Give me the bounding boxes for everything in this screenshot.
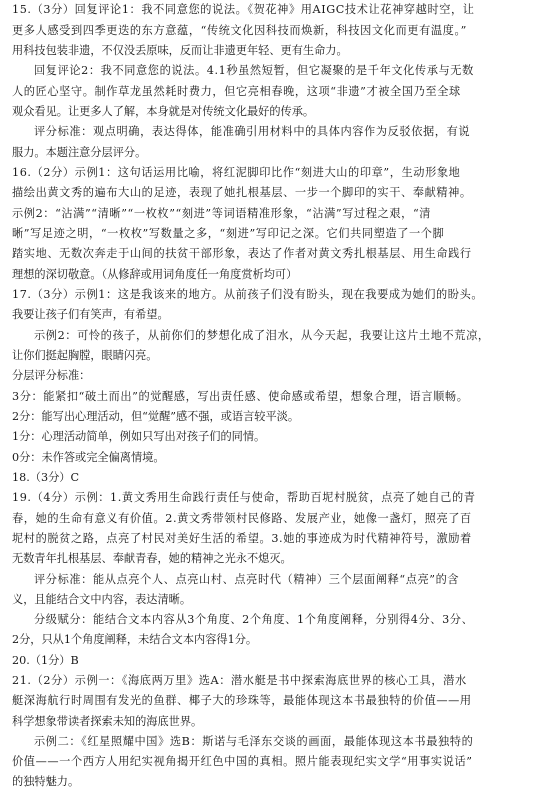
q21-line-1: 21.（2分）示例一：《海底两万里》选A：潜水艇是书中探索海底世界的核心工具，潜水 (12, 674, 467, 687)
q21-line-3: 科学想象带读者探索未知的海底世界。 (12, 715, 203, 728)
q17-scoring-0: 0分：未作答或完全偏离情境。 (12, 451, 165, 464)
q19-scoring-line-2: 义，且能结合文中内容，表达清晰。 (12, 593, 192, 606)
q19-line-4: 无数青年扎根基层、奉献青春，她的精神之光永不熄灭。 (12, 552, 292, 565)
q17-line-1: 17.（3分）示例1：这是我该来的地方。从前孩子们没有盼头，现在我要成为她们的盼头。 (12, 288, 484, 301)
q19-line-2: 春，她的生命有意义有价值。2.黄文秀带领村民修路、发展产业，她像一盏灯，照亮了百 (12, 512, 472, 525)
q16-line-5: 踏实地、无数次奔走于山间的扶贫干部形象，表达了作者对黄文秀扎根基层、用生命践行 (12, 247, 472, 260)
q17-scoring-1: 1分：心理活动简单，例如只写出对孩子们的同情。 (12, 430, 266, 443)
q19-grading-line-2: 2分，只从1个角度阐释，未结合文本内容得1分。 (12, 633, 258, 646)
q21-line-5: 价值——一个西方人用纪实视角揭开红色中国的真相。照片能表现纪实文学“用事实说话” (12, 755, 473, 768)
q21-line-2: 艇深海航行时周围有发光的鱼群、椰子大的珍珠等，最能体现这本书最独特的价值——用 (12, 694, 472, 707)
q15-line-6: 观众看见。让更多人了解，本身就是对传统文化最好的传承。 (12, 105, 315, 118)
q19-grading-line-1: 分级赋分：能结合文本内容从3个角度、2个角度、1个角度阐释，分别得4分、3分、 (34, 613, 474, 626)
q17-scoring-3: 3分：能紧扣“破土而出”的觉醒感，写出责任感、使命感或希望，想象合理，语言顺畅。 (12, 390, 469, 403)
q16-line-2: 描绘出黄文秀的遍布大山的足迹，表现了她扎根基层、一步一个脚印的实干、奉献精神。 (12, 186, 472, 199)
q15-line-5: 人的匠心坚守。制作草龙虽然耗时费力，但它亮相春晚，这项“非遗”才被全国乃至全球 (12, 85, 461, 98)
q17-line-2: 我要让孩子们有笑声，有希望。 (12, 308, 169, 321)
q17-scoring-2: 2分：能写出心理活动，但“觉醒”感不强，或语言较平淡。 (12, 410, 300, 423)
q16-line-3: 示例2：“沾满”“清晰”“一枚枚”“刻进”等词语精准形象，“沾满”写过程之艰，“清 (12, 207, 432, 220)
q16-line-1: 16.（2分）示例1：这句话运用比喻，将红泥脚印比作“刻进大山的印章”，生动形象地 (12, 166, 461, 179)
q15-scoring-line-1: 评分标准：观点明确，表达得体，能准确引用材料中的具体内容作为反驳依据，有说 (34, 125, 471, 138)
q21-line-6: 的独特魅力。 (12, 775, 80, 788)
q18-answer: 18.（3分）C (12, 471, 80, 484)
q15-line-4: 回复评论2：我不同意您的说法。4.1秒虽然短暂，但它凝聚的是千年文化传承与无数 (34, 64, 474, 77)
q19-line-3: 坭村的脱贫之路，点亮了村民对美好生活的希望。3.她的事迹成为时代精神符号，激励着 (12, 532, 472, 545)
q15-line-1: 15.（3分）回复评论1：我不同意您的说法。《贺花神》用AIGC技术让花神穿越时空，让 (12, 3, 475, 16)
q15-line-2: 更多人感受到四季更迭的东方意蕴，“传统文化因科技而焕新，科技因文化而更有温度。” (12, 24, 467, 37)
q20-answer: 20.（1分）B (12, 654, 79, 667)
q21-line-4: 示例二：《红星照耀中国》选B：斯诺与毛泽东交谈的画面，最能体现这本书最独特的 (34, 735, 474, 748)
q16-line-6: 理想的深切敬意。（从修辞或用词角度任一角度赏析均可） (12, 268, 298, 281)
q17-line-3: 示例2：可怜的孩子，从前你们的梦想化成了泪水，从今天起，我要让这片土地不荒凉， (34, 329, 490, 342)
q16-line-4: 晰”写足迹之明，“一枚枚”写数量之多，“刻进”写印记之深。它们共同塑造了一个脚 (12, 227, 445, 240)
q15-scoring-line-2: 服力。本题注意分层评分。 (12, 146, 147, 159)
q17-line-4: 让你们挺起胸膛，眼睛闪亮。 (12, 349, 158, 362)
q17-scoring-title: 分层评分标准： (12, 369, 91, 382)
q19-line-1: 19.（4分）示例：1.黄文秀用生命践行责任与使命，帮助百坭村脱贫，点亮了她自己的青 (12, 491, 476, 504)
q15-line-3: 用科技包装非遗，不仅没丢原味，反而让非遗更年轻、更有生命力。 (12, 44, 348, 57)
q19-scoring-line-1: 评分标准：能从点亮个人、点亮山村、点亮时代（精神）三个层面阐释“点亮”的含 (34, 573, 460, 586)
